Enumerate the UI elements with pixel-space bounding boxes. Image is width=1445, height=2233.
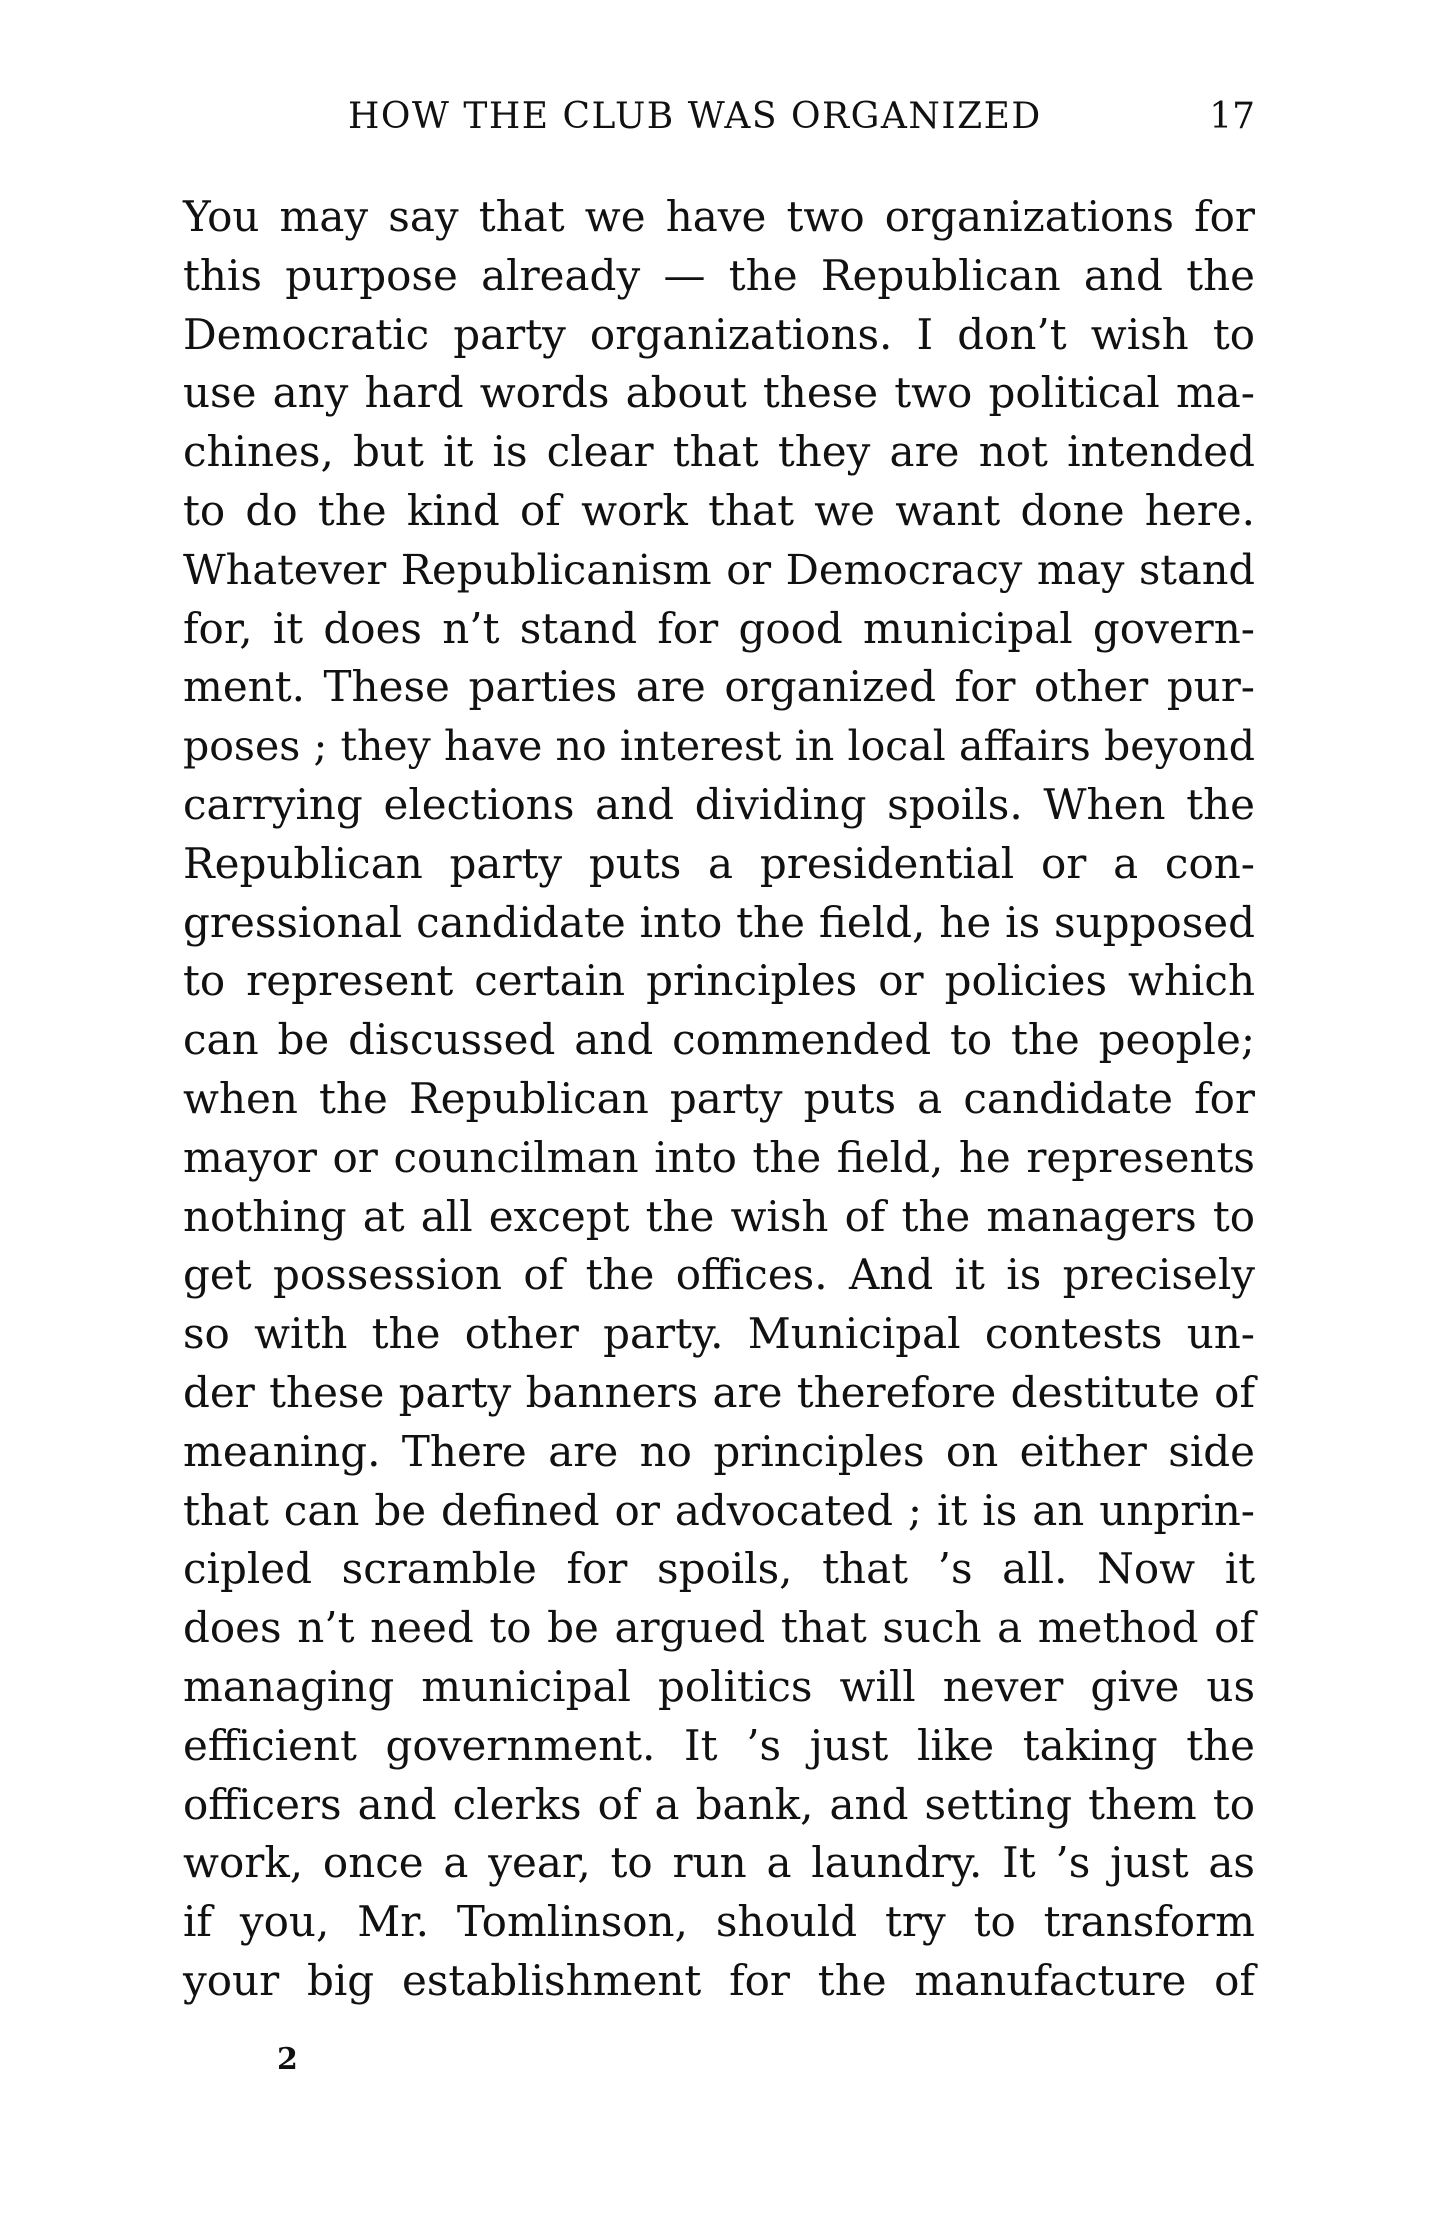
body-text: [183, 188, 1255, 2011]
text-line: cipled scramble for spoils, that ’s all. Now it: [183, 1544, 1255, 1594]
text-line: managing municipal politics will never give us: [183, 1661, 1255, 1711]
text-line: can be discussed and commended to the people;: [183, 1015, 1255, 1065]
text-line: mayor or councilman into the field, he represents: [183, 1132, 1255, 1182]
text-line: for, it does n’t stand for good municipal govern-: [183, 603, 1255, 653]
text-line: when the Republican party puts a candidate for: [183, 1073, 1255, 1123]
text-line: officers and clerks of a bank, and setting them to: [183, 1779, 1255, 1829]
text-line: der these party banners are therefore destitute of: [183, 1367, 1255, 1417]
text-line: use any hard words about these two political ma-: [183, 368, 1255, 418]
text-line: Republican party puts a presidential or a con-: [183, 838, 1255, 888]
running-head: [183, 92, 1255, 142]
text-line: to do the kind of work that we want done here.: [183, 485, 1255, 535]
text-line: does n’t need to be argued that such a method of: [183, 1603, 1255, 1653]
text-line: meaning. There are no principles on either side: [183, 1426, 1255, 1476]
text-line: if you, Mr. Tomlinson, should try to transform: [183, 1897, 1255, 1947]
text-line: Whatever Republicanism or Democracy may stand: [183, 544, 1255, 594]
text-line: that can be defined or advocated ; it is an unprin-: [183, 1485, 1255, 1535]
text-line: your big establishment for the manufacture of: [183, 1955, 1255, 2005]
text-line: this purpose already — the Republican and the: [183, 250, 1255, 300]
text-line: get possession of the offices. And it is precisely: [183, 1250, 1255, 1300]
text-line: so with the other party. Municipal contests un-: [183, 1309, 1255, 1359]
text-line: poses ; they have no interest in local affairs beyond: [183, 722, 1255, 771]
text-line: to represent certain principles or policies which: [183, 956, 1255, 1006]
text-line: You may say that we have two organizations for: [183, 192, 1255, 241]
text-line: nothing at all except the wish of the managers to: [183, 1191, 1255, 1241]
text-line: Democratic party organizations. I don’t wish to: [183, 309, 1255, 359]
text-line: gressional candidate into the field, he is supposed: [183, 897, 1255, 947]
page-number: 17: [1209, 96, 1255, 137]
text-line: chines, but it is clear that they are not intended: [183, 427, 1255, 477]
signature-mark: 2: [277, 2042, 298, 2077]
text-line: work, once a year, to run a laundry. It ’s just as: [183, 1838, 1255, 1888]
running-title: HOW THE CLUB WAS ORGANIZED: [348, 96, 1042, 137]
text-line: carrying elections and dividing spoils. When the: [183, 779, 1255, 829]
text-line: ment. These parties are organized for other pur-: [183, 662, 1255, 712]
text-line: efficient government. It ’s just like taking the: [183, 1720, 1255, 1770]
